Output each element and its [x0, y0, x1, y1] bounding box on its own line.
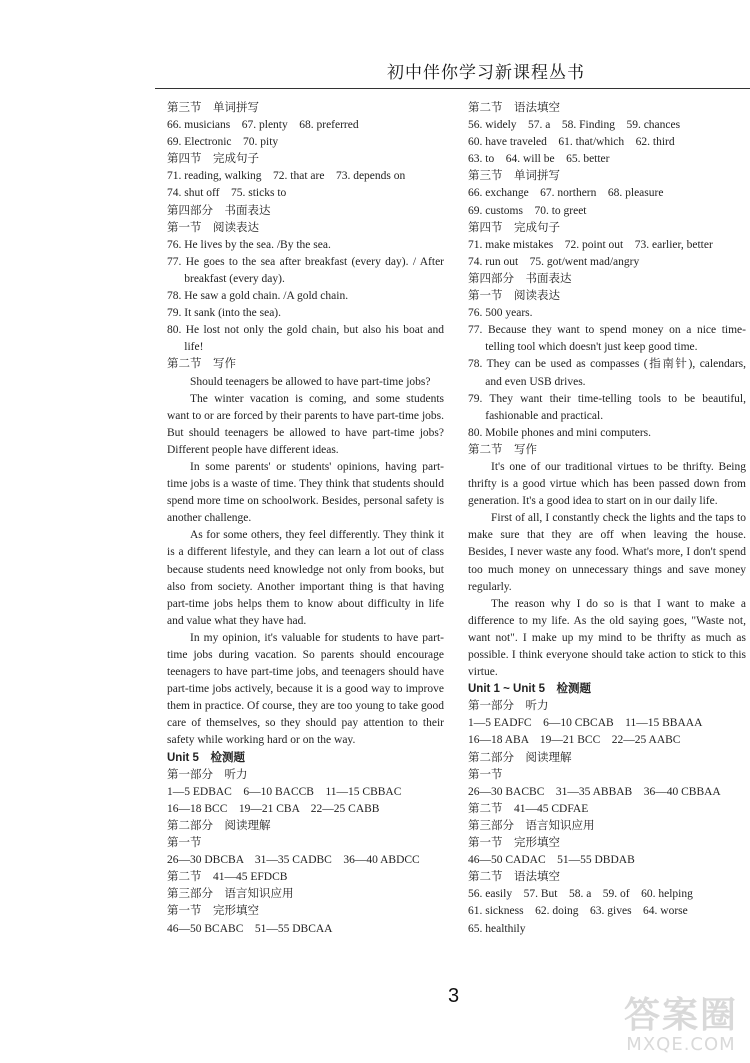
section-heading: 第一节 阅读表达 — [468, 290, 560, 303]
section-heading: 第一节 阅读表达 — [167, 221, 259, 234]
answer-item: 79. They want their time-telling tools to be beautiful, fashionable and practical. — [468, 392, 746, 422]
unit-heading: Unit 1 ~ Unit 5 检测题 — [468, 683, 591, 696]
answer-line: 71. reading, walking 72. that are 73. depends on — [167, 170, 406, 183]
watermark-url: MXQE.COM — [626, 1034, 736, 1056]
essay-paragraph: The reason why I do so is that I want to make a difference to my life. As the old saying goes, "Waste not, want not". I make up my mind to be thrifty as much as possible. I think everyone should take action to stick to this virtue. — [468, 597, 746, 679]
answer-line: 56. widely 57. a 58. Finding 59. chances — [468, 119, 681, 132]
section-heading: 第二节 语法填空 — [468, 871, 560, 884]
answer-line: 1—5 EDBAC 6—10 BACCB 11—15 CBBAC — [167, 785, 402, 798]
answer-line: 60. have traveled 61. that/which 62. third — [468, 136, 675, 149]
section-heading: 第二节 41—45 CDFAE — [468, 802, 589, 815]
answer-line: 65. healthily — [468, 922, 526, 935]
section-heading: 第一节 完形填空 — [468, 837, 560, 850]
answer-line: 71. make mistakes 72. point out 73. earlier, better — [468, 238, 713, 251]
unit-heading: Unit 5 检测题 — [167, 751, 245, 764]
answer-line: 61. sickness 62. doing 63. gives 64. worse — [468, 905, 688, 918]
header-rule — [155, 88, 750, 89]
essay-paragraph: The winter vacation is coming, and some students want to or are forced by their parents to have part-time jobs. But should teenagers be allowed to have part-time jobs? Different people have different ideas. — [167, 392, 444, 456]
section-heading: 第二部分 阅读理解 — [167, 819, 271, 832]
header-title: 初中伴你学习新课程丛书 — [387, 63, 585, 82]
section-heading: 第三部分 语言知识应用 — [468, 819, 595, 832]
answer-line: 1—5 EADFC 6—10 CBCAB 11—15 BBAAA — [468, 717, 703, 730]
section-heading: 第一节 — [468, 768, 503, 781]
section-heading: 第二节 写作 — [468, 443, 537, 456]
answer-line: 69. Electronic 70. pity — [167, 136, 279, 149]
answer-line: 16—18 BCC 19—21 CBA 22—25 CABB — [167, 802, 380, 815]
essay-paragraph: In my opinion, it's valuable for students to have part-time jobs during vacation. So parents should encourage teenagers to have part-time jobs, and teenagers should have part-time jobs actively, because it is a good way to improve them in practice. Of course, they are too young to take good care of themselves, so they should pay attention to their safety while working hard or on the way. — [167, 631, 444, 747]
answer-line: 56. easily 57. But 58. a 59. of 60. helping — [468, 888, 693, 901]
answer-line: 76. 500 years. — [468, 307, 533, 320]
answer-line: 66. musicians 67. plenty 68. preferred — [167, 119, 359, 132]
essay-paragraph: In some parents' or students' opinions, having part-time jobs is a waste of time. They think that students should spend more time on schoolwork. Besides, personal safety is another challenge. — [167, 460, 444, 525]
answer-line: 69. customs 70. to greet — [468, 204, 587, 217]
section-heading: 第一部分 听力 — [468, 700, 549, 713]
answer-line: 63. to 64. will be 65. better — [468, 153, 610, 166]
section-heading: 第四部分 书面表达 — [167, 204, 271, 217]
section-heading: 第一部分 听力 — [167, 768, 248, 781]
section-heading: 第四部分 书面表达 — [468, 272, 572, 285]
left-column — [167, 100, 444, 938]
essay-paragraph: As for some others, they feel differently. They think it is a different lifestyle, and they can learn a lot out of class because students need knowledge not only from books, but also from society. Another important thing is that having part-time jobs helps them to know about difficulty in life and value what they have had. — [167, 529, 444, 627]
answer-line: 80. Mobile phones and mini computers. — [468, 426, 652, 439]
page-number: 3 — [448, 985, 460, 1007]
section-heading: 第四节 完成句子 — [468, 221, 560, 234]
right-column — [468, 100, 746, 938]
section-heading: 第二节 41—45 EFDCB — [167, 871, 288, 884]
answer-item: 78. They can be used as compasses (指南针), calendars, and even USB drives. — [468, 358, 746, 388]
answer-line: 46—50 BCABC 51—55 DBCAA — [167, 922, 333, 935]
watermark — [624, 996, 738, 1055]
answer-line: 76. He lives by the sea. /By the sea. — [167, 238, 331, 251]
essay-paragraph: It's one of our traditional virtues to be thrifty. Being thrifty is a good virtue which has been passed down from generation. It's a good idea to start on in our daily life. — [468, 460, 746, 508]
section-heading: 第三节 单词拼写 — [468, 170, 560, 183]
essay-title: Should teenagers be allowed to have part-time jobs? — [190, 375, 431, 388]
answer-line: 78. He saw a gold chain. /A gold chain. — [167, 290, 349, 303]
answer-line: 79. It sank (into the sea). — [167, 307, 282, 320]
section-heading: 第二节 语法填空 — [468, 102, 560, 114]
answer-line: 46—50 CADAC 51—55 DBDAB — [468, 854, 635, 867]
section-heading: 第四节 完成句子 — [167, 153, 259, 166]
section-heading: 第二节 写作 — [167, 358, 236, 371]
answer-item: 80. He lost not only the gold chain, but also his boat and life! — [167, 324, 444, 354]
answer-line: 16—18 ABA 19—21 BCC 22—25 AABC — [468, 734, 681, 747]
answer-line: 26—30 DBCBA 31—35 CADBC 36—40 ABDCC — [167, 854, 420, 867]
watermark-logo-text: 答案圈 — [623, 994, 738, 1036]
essay-paragraph: First of all, I constantly check the lights and the taps to make sure that they are off when leaving the house. Besides, I never waste any food. What's more, I don't spend too much money on unnecessary things and save money regularly. — [468, 512, 746, 593]
answer-line: 26—30 BACBC 31—35 ABBAB 36—40 CBBAA — [468, 785, 721, 798]
section-heading: 第一节 完形填空 — [167, 905, 259, 918]
section-heading: 第三部分 语言知识应用 — [167, 888, 294, 901]
section-heading: 第一节 — [167, 837, 202, 850]
section-heading: 第三节 单词拼写 — [167, 102, 259, 114]
answer-item: 77. Because they want to spend money on a nice time-telling tool which doesn't just keep good time. — [468, 324, 746, 354]
answer-item: 77. He goes to the sea after breakfast (every day). / After breakfast (every day). — [167, 255, 444, 285]
answer-line: 74. run out 75. got/went mad/angry — [468, 255, 640, 268]
answer-line: 66. exchange 67. northern 68. pleasure — [468, 187, 664, 200]
section-heading: 第二部分 阅读理解 — [468, 751, 572, 764]
answer-line: 74. shut off 75. sticks to — [167, 187, 287, 200]
